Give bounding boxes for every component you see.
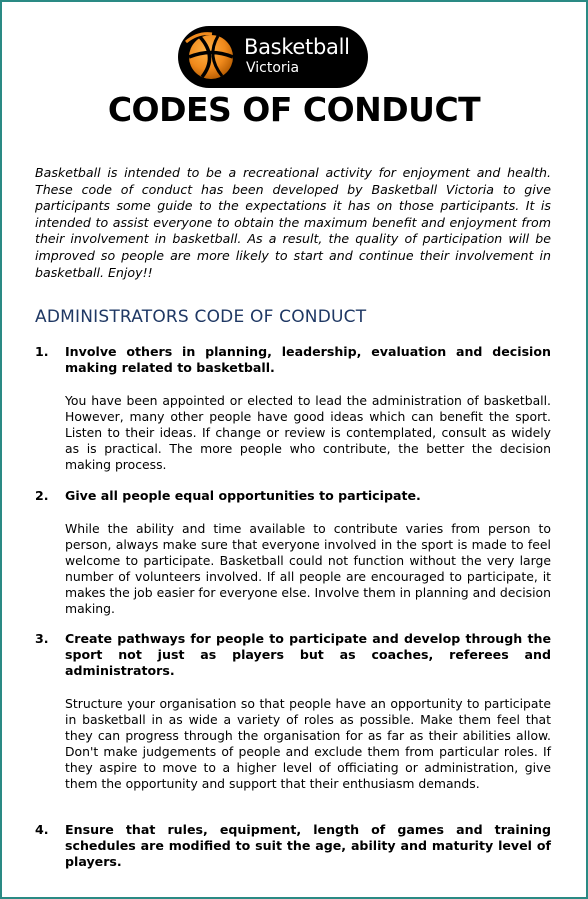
page-title: CODES OF CONDUCT	[107, 90, 481, 129]
list-item	[35, 822, 551, 870]
item-number: 1.	[35, 344, 49, 359]
item-number: 3.	[35, 631, 49, 646]
item-body: While the ability and time available to contribute varies from person to person, always make sure that everyone involved in the sport is made to feel welcome to participate. Basketball could not function without the very large number of volunteers involved. If all people are encouraged to participate, it makes the job easier for everyone else. Involve them in planning and decision making.	[65, 521, 551, 616]
item-number: 4.	[35, 822, 49, 837]
list-item	[35, 344, 551, 473]
item-heading: Involve others in planning, leadership, evaluation and decision making related to basketball.	[65, 344, 551, 375]
item-heading: Ensure that rules, equipment, length of games and training schedules are modified to suit the age, ability and maturity level of players.	[65, 822, 551, 869]
item-number: 2.	[35, 488, 49, 503]
section-heading: ADMINISTRATORS CODE OF CONDUCT	[35, 307, 367, 327]
item-heading: Create pathways for people to participate and develop through the sport not just as players but as coaches, referees and administrators.	[65, 631, 551, 678]
logo-subtitle: Victoria	[246, 60, 300, 76]
item-body: You have been appointed or elected to lead the administration of basketball. However, many other people have good ideas which can benefit the sport. Listen to their ideas. If change or review is contemplated, consult as widely as is practical. The more people who contribute, the better the decision making process.	[65, 393, 551, 472]
list-item	[35, 488, 551, 617]
logo-wordmark: Basketball	[244, 35, 350, 59]
basketball-victoria-logo	[178, 26, 368, 88]
intro-paragraph: Basketball is intended to be a recreational activity for enjoyment and health. These code of conduct has been developed by Basketball Victoria to give participants some guide to the expectations it has on those participants. It is intended to assist everyone to obtain the maximum benefit and enjoyment from their involvement in basketball. As a result, the quality of participation will be improved so people are more likely to start and continue their involvement in basketball. Enjoy!!	[35, 165, 551, 280]
item-heading: Give all people equal opportunities to participate.	[65, 488, 421, 503]
list-item	[35, 631, 551, 792]
item-body: Structure your organisation so that people have an opportunity to participate in basketball in as wide a variety of roles as possible. Make them feel that they can progress through the organisation for as far as their abilities allow. Don't make judgements of people and exclude them from particular roles. If they aspire to move to a higher level of officiating or administration, give them the opportunity and support that their enthusiasm demands.	[65, 696, 551, 791]
